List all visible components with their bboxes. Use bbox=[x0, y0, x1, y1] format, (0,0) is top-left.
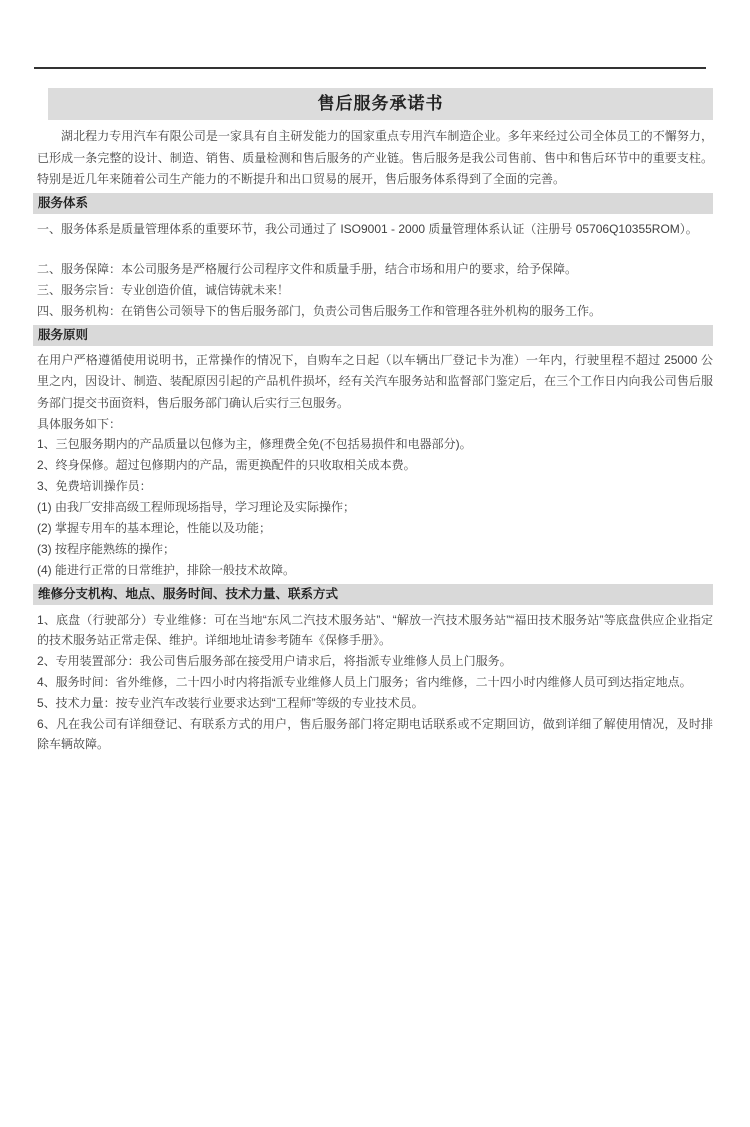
list-item: 一、服务体系是质量管理体系的重要环节，我公司通过了 ISO9001 - 2000 质量管理体系认证（注册号 05706Q10355ROM）。 bbox=[37, 221, 698, 236]
spacer bbox=[37, 321, 713, 323]
spacer bbox=[37, 580, 713, 582]
list-item: 2、终身保修。超过包修期内的产品，需更换配件的只收取相关成本费。 bbox=[37, 458, 416, 472]
list-item: (1) 由我厂安排高级工程师现场指导，学习理论及实际操作； bbox=[37, 500, 356, 514]
list-item: 2、专用装置部分：我公司售后服务部在接受用户请求后，将指派专业维修人员上门服务。 bbox=[37, 654, 512, 668]
sub-heading: 具体服务如下： bbox=[37, 417, 122, 431]
section-repair-network bbox=[37, 605, 713, 754]
list-item: (2) 掌握专用车的基本理论，性能以及功能； bbox=[37, 521, 272, 535]
section-service-system bbox=[37, 214, 713, 321]
list-item: 5、技术力量：按专业汽车改装行业要求达到“工程师”等级的专业技术员。 bbox=[37, 696, 424, 710]
intro-paragraph: 湖北程力专用汽车有限公司是一家具有自主研发能力的国家重点专用汽车制造企业。多年来经过公司全体员工的不懈努力，已形成一条完整的设计、制造、销售、质量检测和售后服务的产业链。售后服务是我公司售前、售中和售后环节中的重要支柱。特别是近几年来随着公司生产能力的不断提升和出口贸易的展开，售后服务体系得到了全面的完善。 bbox=[37, 129, 713, 186]
list-item: 1、底盘（行驶部分）专业维修：可在当地“东风二汽技术服务站”、“解放一汽技术服务站”“福田技术服务站”等底盘供应企业指定的技术服务站正常走保、维护。详细地址请参考随车《保修手册》。 bbox=[37, 613, 713, 647]
section-service-principles bbox=[37, 350, 713, 581]
list-item: (4) 能进行正常的日常维护，排除一般技术故障。 bbox=[37, 563, 296, 577]
list-item: 4、服务时间：省外维修，二十四小时内将指派专业维修人员上门服务；省内维修，二十四小时内维修人员可到达指定地点。 bbox=[37, 675, 692, 689]
section-heading-service-system: 服务体系 bbox=[33, 193, 713, 214]
list-item: 6、凡在我公司有详细登记、有联系方式的用户，售后服务部门将定期电话联系或不定期回访，做到详细了解使用情况，及时排除车辆故障。 bbox=[37, 717, 713, 751]
list-item: 四、服务机构：在销售公司领导下的售后服务部门，负责公司售后服务工作和管理各驻外机构的服务工作。 bbox=[37, 303, 602, 318]
section-heading-repair-network: 维修分支机构、地点、服务时间、技术力量、联系方式 bbox=[33, 584, 713, 605]
list-item: 3、免费培训操作员： bbox=[37, 479, 152, 493]
section-heading-service-principles: 服务原则 bbox=[33, 325, 713, 346]
spacer bbox=[37, 239, 713, 259]
list-item: 1、三包服务期内的产品质量以包修为主，修理费全免(不包括易损件和电器部分)。 bbox=[37, 437, 472, 451]
list-item: (3) 按程序能熟练的操作； bbox=[37, 542, 176, 556]
list-item: 二、服务保障：本公司服务是严格履行公司程序文件和质量手册，结合市场和用户的要求，给予保障。 bbox=[37, 261, 578, 276]
document-body bbox=[37, 88, 713, 754]
page-title: 售后服务承诺书 bbox=[48, 88, 713, 120]
list-item: 三、服务宗旨：专业创造价值，诚信铸就未来！ bbox=[37, 282, 290, 297]
top-divider-line bbox=[34, 67, 706, 69]
principles-paragraph: 在用户严格遵循使用说明书，正常操作的情况下，自购车之日起（以车辆出厂登记卡为准）一年内，行驶里程不超过 25000 公里之内，因设计、制造、装配原因引起的产品机件损坏，经有关汽车服务站和监督部门鉴定后，在三个工作日内向我公司售后服务部门提交书面资料，售后服务部门确认后实行三包服务。 bbox=[37, 352, 713, 410]
